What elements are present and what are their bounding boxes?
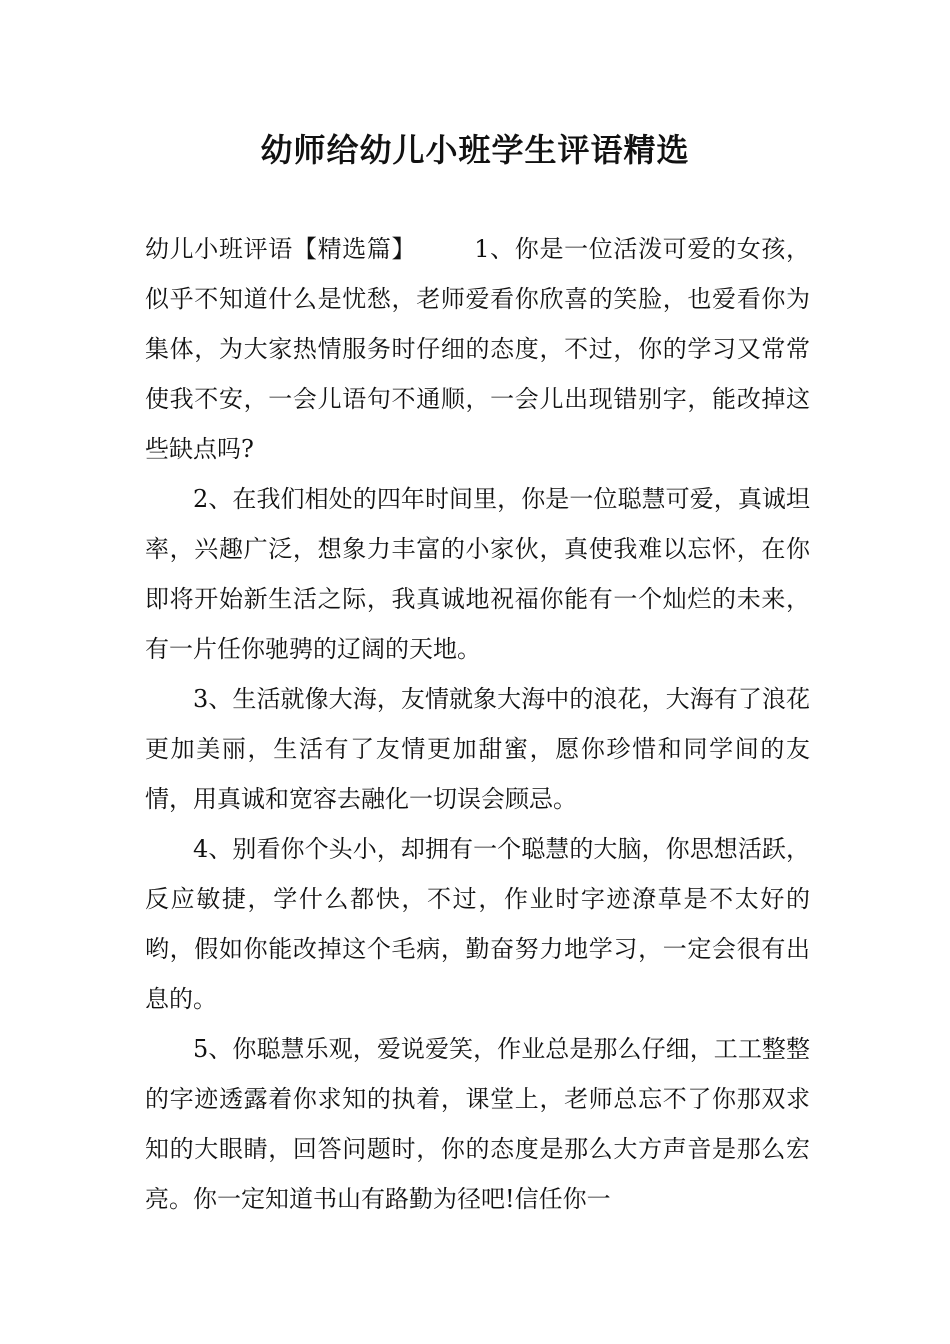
paragraph-4: 4、别看你个头小，却拥有一个聪慧的大脑，你思想活跃，反应敏捷，学什么都快，不过，作业时字迹潦草是不太好的哟，假如你能改掉这个毛病，勤奋努力地学习，一定会很有出息的。 xyxy=(145,835,810,1013)
document-title: 幼师给幼儿小班学生评语精选 xyxy=(260,131,690,169)
intro-heading: 幼儿小班评语【精选篇】 xyxy=(145,235,417,263)
paragraph-1-text: 1、你是一位活泼可爱的女孩，似乎不知道什么是忧愁，老师爱看你欣喜的笑脸，也爱看你为集体，为大家热情服务时仔细的态度，不过，你的学习又常常使我不安，一会儿语句不通顺，一会儿出现错别字，能改掉这些缺点吗? xyxy=(145,235,811,463)
paragraph-5: 5、你聪慧乐观，爱说爱笑，作业总是那么仔细，工工整整的字迹透露着你求知的执着，课堂上，老师总忘不了你那双求知的大眼睛，回答问题时，你的态度是那么大方声音是那么宏亮。你一定知道书山有路勤为径吧!信任你一 xyxy=(145,1035,810,1213)
paragraph-3: 3、生活就像大海，友情就象大海中的浪花，大海有了浪花更加美丽，生活有了友情更加甜蜜，愿你珍惜和同学间的友情，用真诚和宽容去融化一切误会顾忌。 xyxy=(145,685,810,813)
paragraph-2: 2、在我们相处的四年时间里，你是一位聪慧可爱，真诚坦率，兴趣广泛，想象力丰富的小家伙，真使我难以忘怀，在你即将开始新生活之际，我真诚地祝福你能有一个灿烂的未来，有一片任你驰骋的辽阔的天地。 xyxy=(145,485,810,663)
paragraph-1 xyxy=(145,224,810,474)
document-body xyxy=(145,224,810,1224)
